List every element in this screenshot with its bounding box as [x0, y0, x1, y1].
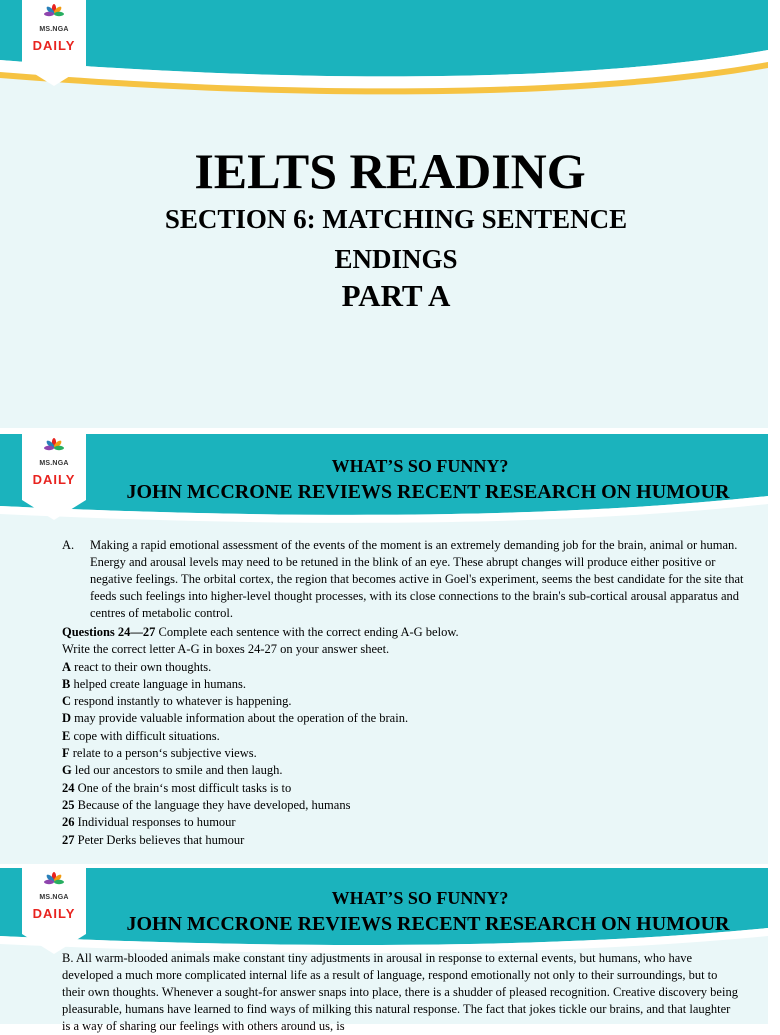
question-item: 26 Individual responses to humour: [62, 815, 236, 830]
part-label: PART A: [341, 278, 451, 313]
ending-item: G led our ancestors to smile and then laugh.: [62, 763, 283, 778]
subtitle-line-1: SECTION 6: MATCHING SENTENCE: [164, 204, 628, 234]
teal-header-band: [0, 434, 768, 524]
passage-paragraph-b: B. All warm-blooded animals make constant tiny adjustments in arousal in response to external events, but humans, who have developed a much more complicated internal life as a result of language, respond emotionally not only to their surroundings, but to their own thoughts. Whenever a sought-for answer snaps into place, there is a shudder of pleased recognition. Creative discovery being pleasurable, humans have learned to find ways of milking this natural response. The fact that jokes tickle our brains, and that laughter is a way of sharing our feelings with others around us, is: [62, 951, 738, 1033]
article-byline: JOHN MCCRONE REVIEWS RECENT RESEARCH ON HUMOUR: [126, 481, 730, 503]
title-slide: [0, 0, 768, 428]
ms-nga-daily-logo: [20, 868, 88, 954]
logo-text-top: MS.NGA: [39, 894, 69, 901]
subtitle-line-2: ENDINGS: [334, 244, 458, 274]
paragraph-text: Making a rapid emotional assessment of the events of the moment is an extremely demanding job for the brain, animal or human. Energy and arousal levels may need to be retuned in the blink of an eye. These abrupt changes will produce either positive or negative feelings. The orbital cortex, the region that becomes active in Goel's experiment, seems the best candidate for the site that feeds such feelings into higher-level thought processes, with its close connections to the brain's sub-cortical arousal apparatus and centres of metabolic control.: [90, 538, 744, 620]
article-title: WHAT’S SO FUNNY?: [331, 888, 509, 908]
reading-slide-2: [0, 868, 768, 1033]
page-title: IELTS READING: [194, 143, 586, 199]
paragraph-label: A.: [62, 538, 75, 552]
logo-text-top: MS.NGA: [39, 460, 69, 467]
reading-slide: [0, 434, 768, 864]
article-byline: JOHN MCCRONE REVIEWS RECENT RESEARCH ON HUMOUR: [126, 913, 730, 935]
ending-item: E cope with difficult situations.: [62, 728, 220, 743]
question-item: 27 Peter Derks believes that humour: [62, 832, 245, 847]
ending-item: B helped create language in humans.: [62, 676, 246, 691]
passage-paragraph-a: [62, 537, 752, 622]
questions-heading: Questions 24—27 Complete each sentence with the correct ending A-G below.: [62, 625, 459, 639]
question-item: 24 One of the brain‘s most difficult tasks is to: [62, 780, 292, 795]
questions-block: [62, 624, 459, 849]
logo-text-bottom: DAILY: [32, 906, 76, 921]
ending-item: A react to their own thoughts.: [62, 659, 212, 674]
ending-item: F relate to a person‘s subjective views.: [62, 746, 257, 761]
logo-text-bottom: DAILY: [32, 472, 76, 487]
ms-nga-daily-logo: [20, 0, 88, 86]
question-item: 25 Because of the language they have developed, humans: [62, 797, 351, 812]
teal-header-band: [0, 0, 768, 90]
questions-instruction: Write the correct letter A-G in boxes 24-27 on your answer sheet.: [62, 642, 390, 657]
article-title: WHAT’S SO FUNNY?: [331, 456, 509, 476]
ending-item: D may provide valuable information about the operation of the brain.: [62, 711, 409, 726]
ending-item: C respond instantly to whatever is happening.: [62, 694, 292, 709]
section-subtitle: [12, 199, 780, 279]
ms-nga-daily-logo: [20, 434, 88, 520]
logo-text-top: MS.NGA: [39, 26, 69, 33]
logo-text-bottom: DAILY: [32, 38, 76, 53]
